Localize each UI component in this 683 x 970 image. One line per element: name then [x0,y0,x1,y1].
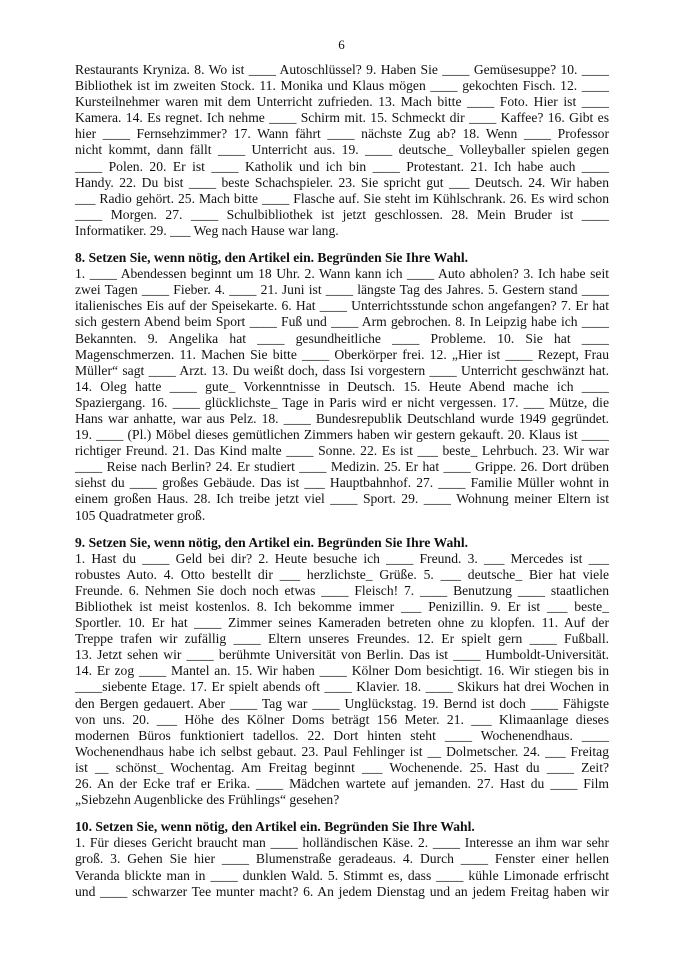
text-line: „Siebzehn Augenblicke des Frühlings“ gesehen? [75,792,340,808]
text-line: Spaziergang. 16. ____ glücklichste_ Tage in Paris wird er nicht vergessen. 17. ___ Mütze, die [75,394,609,410]
text-line: 1. ____ Abendessen beginnt um 18 Uhr. 2. Wann kann ich ____ Auto abholen? 3. Ich habe seit [75,266,609,282]
text-line: Bekannten. 9. Angelika hat ____ gesundheitliche ____ Probleme. 10. Sie hat ____ [75,330,609,346]
text-line: von uns. 20. ___ Höhe des Kölner Doms beträgt 156 Meter. 21. ___ Klimaanlage dieses [75,711,609,727]
text-line: Wochenendhaus habe ich selbst gebaut. 23. Paul Fehlinger ist __ Dolmetscher. 24. ___ Freitag [75,743,609,759]
text-line: 26. An der Ecke traf er Erika. ____ Mädchen wartete auf jemanden. 27. Hast du ____ Film [75,776,609,792]
text-line: Kursteilnehmer waren mit dem Unterricht zufrieden. 13. Mach bitte ____ Foto. Hier ist ____ [75,94,609,110]
text-line: ____ Polen. 20. Er ist ____ Katholik und ich bin ____ Protestant. 21. Ich habe auch ____ [75,158,609,174]
text-line: einem großen Haus. 28. Ich treibe jetzt viel ____ Sport. 29. ____ Wohnung meiner Eltern ist [75,491,609,507]
page-content [75,62,609,900]
exercise-continuation [75,62,609,239]
exercise-8-heading: 8. Setzen Sie, wenn nötig, den Artikel ein. Begründen Sie Ihre Wahl. [75,250,468,266]
text-line: Kamera. 14. Es regnet. Ich nehme ____ Schirm mit. 15. Schmeckt dir ____ Kaffee? 16. Gibt es [75,110,609,126]
text-line: 13. Jetzt sehen wir ____ berühmte Universität von Berlin. Das ist ____ Humboldt-Universität. [75,647,609,663]
exercise-9-heading: 9. Setzen Sie, wenn nötig, den Artikel ein. Begründen Sie Ihre Wahl. [75,534,468,550]
text-line: ____ Reise nach Berlin? 24. Er studiert ____ Medizin. 25. Er hat ____ Grippe. 26. Dort drüben [75,459,609,475]
exercise-10 [75,819,609,899]
text-line: modernen Büros funktioniert tadellos. 22. Dort hinten steht ____ Wochenendhaus. ____ [75,727,609,743]
text-line: Müller“ sagt ____ Arzt. 13. Du weißt doch, dass Isi vorgestern ____ Unterricht geschwänzt hat. [75,362,609,378]
text-line: ____ Morgen. 27. ____ Schulbibliothek ist jetzt geschlossen. 28. Mein Bruder ist ____ [75,206,609,222]
exercise-8 [75,250,609,524]
text-line: Sportler. 10. Er hat ____ Zimmer seines Kameraden betreten ohne zu klopfen. 11. Auf der [75,615,609,631]
text-line: Restaurants Kryniza. 8. Wo ist ____ Autoschlüssel? 9. Haben Sie ____ Gemüsesuppe? 10. ____ [75,62,609,77]
text-line: Handy. 22. Du bist ____ beste Schachspieler. 23. Sie spricht gut ___ Deutsch. 24. Wir haben [75,174,609,190]
text-line: nicht kommt, dann fällt ____ Unterricht aus. 19. ____ deutsche_ Volleyballer spielen gegen [75,142,609,158]
text-line: Treppe trafen wir zufällig ____ Eltern unseres Freundes. 12. Er spielt gern ____ Fußball. [75,631,609,647]
text-line: und ____ schwarzer Tee munter macht? 6. An jedem Dienstag und an jedem Freitag haben wir [75,883,609,899]
text-line: 14. Oleg hatte ____ gute_ Vorkenntnisse in Deutsch. 15. Heute Abend mache ich ____ [75,378,609,394]
text-line: ____siebente Etage. 17. Er spielt abends oft ____ Klavier. 18. ____ Skikurs hat drei Wochen in [75,679,609,695]
text-line: den Bergen gedauert. Aber ____ Tag war ____ Unglückstag. 19. Bernd ist doch ____ Fähigste [75,695,609,711]
text-line: Freunde. 6. Nehmen Sie doch noch etwas ____ Fleisch! 7. ____ Benutzung ____ staatlichen [75,582,609,598]
text-line: Veranda blickte man in ____ dunklen Wald. 5. Stimmt es, dass ____ kühle Limonade erfrischt [75,867,609,883]
text-line: zwei Tagen ____ Fieber. 4. ____ 21. Juni ist ____ längste Tag des Jahres. 5. Gestern stand ____ [75,282,609,298]
text-line: robustes Auto. 4. Otto bestellt dir ___ herzlichste_ Grüße. 5. ___ deutsche_ Bier hat viele [75,566,609,582]
exercise-9 [75,535,609,809]
text-line: siehst du ____ großes Gebäude. Das ist ___ Hauptbahnhof. 27. ____ Familie Müller wohnt in [75,475,609,491]
text-line: 14. Er zog ____ Mantel an. 15. Wir haben ____ Kölner Dom besichtigt. 16. Wir stiegen bis in [75,663,609,679]
text-line: Bibliothek ist im zweiten Stock. 11. Monika und Klaus mögen ____ gekochten Fisch. 12. ____ [75,78,609,94]
text-line: 19. ____ (Pl.) Möbel dieses gemütlichen Zimmers haben wir gestern gekauft. 20. Klaus ist ____ [75,427,609,443]
text-line: 105 Quadratmeter groß. [75,507,206,523]
text-line: groß. 3. Gehen Sie hier ____ Blumenstraße geradeaus. 4. Durch ____ Fenster einer hellen [75,851,609,867]
text-line: hier ____ Fernsehzimmer? 17. Wann fährt ____ nächste Zug ab? 18. Wenn ____ Professor [75,126,609,142]
text-line: 1. Für dieses Gericht braucht man ____ holländischen Käse. 2. ____ Interesse an ihm war sehr [75,835,609,851]
text-line: ___ Radio gehört. 25. Mach bitte ____ Flasche auf. Sie steht im Kühlschrank. 26. Es wird schon [75,190,609,206]
text-line: Magenschmerzen. 11. Machen Sie bitte ____ Oberkörper frei. 12. „Hier ist ____ Rezept, Frau [75,346,609,362]
text-line: italienisches Eis auf der Speisekarte. 6. Hat ____ Unterrichtsstunde schon angefangen? 7. Er hat [75,298,609,314]
text-line: sich gestern Abend beim Sport ____ Fuß und ____ Arm gebrochen. 8. In Leipzig habe ich ____ [75,314,609,330]
text-line: Hans war anhatte, war aus Pelz. 18. ____ Bundesrepublik Deutschland wurde 1949 gegründet. [75,410,609,426]
text-line: Informatiker. 29. ___ Weg nach Hause war lang. [75,222,339,238]
text-line: richtiger Freund. 21. Das Kind malte ____ Sonne. 22. Es ist ___ beste_ Lehrbuch. 23. Wir war [75,443,609,459]
text-line: ist __ schönst_ Wochentag. Am Freitag beginnt ___ Wochenende. 25. Hast du ____ Zeit? [75,759,609,775]
page-number: 6 [338,37,345,52]
text-line: 1. Hast du ____ Geld bei dir? 2. Heute besuche ich ____ Freund. 3. ___ Mercedes ist ___ [75,550,609,566]
exercise-10-heading: 10. Setzen Sie, wenn nötig, den Artikel ein. Begründen Sie Ihre Wahl. [75,819,475,835]
text-line: Bibliothek ist meist kostenlos. 8. Ich bekomme immer ___ Penizillin. 9. Er ist ___ beste_ [75,599,609,614]
